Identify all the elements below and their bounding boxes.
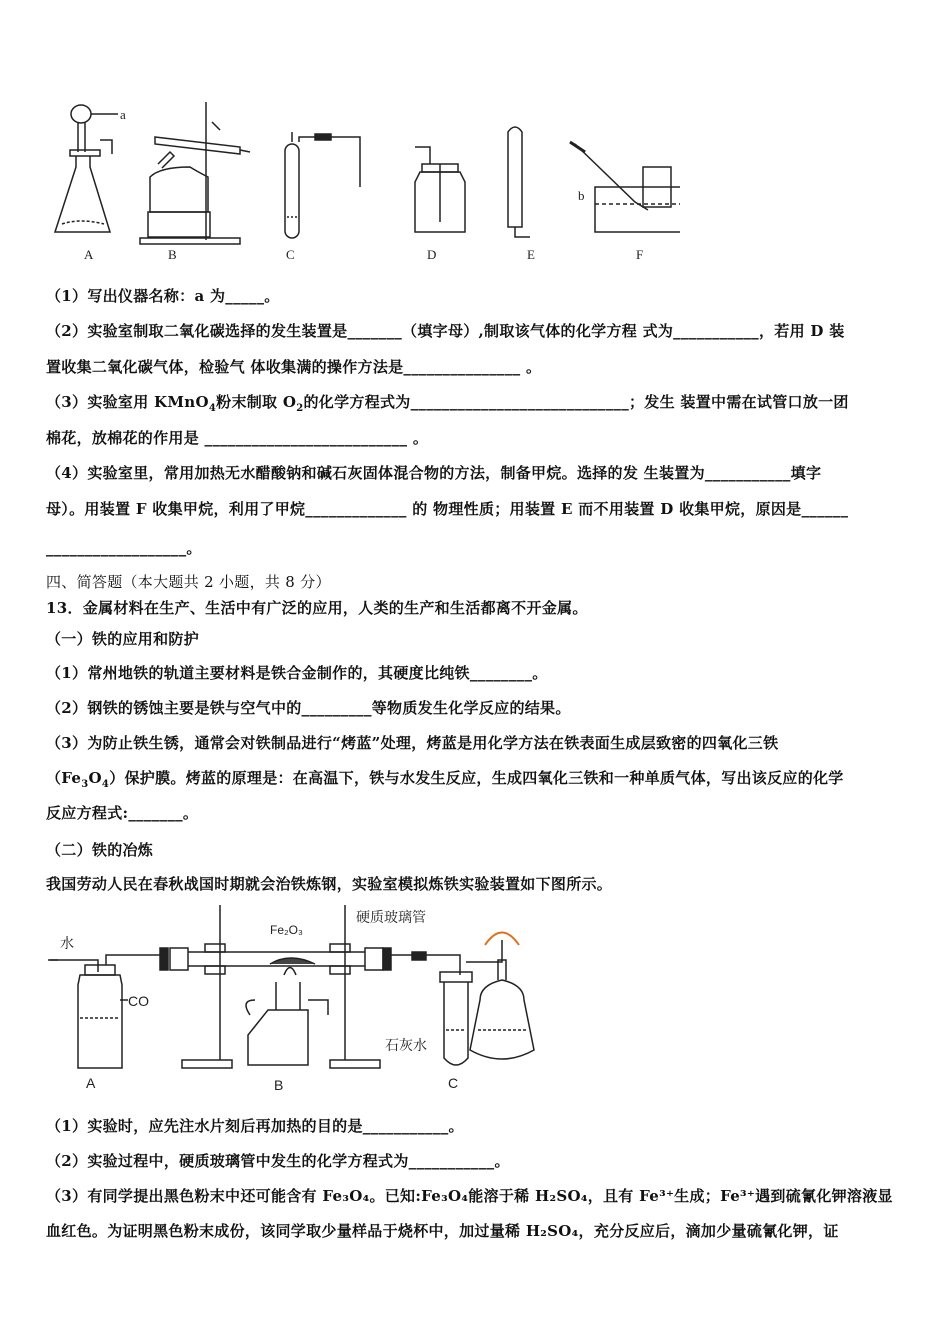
q12-part2-b: 置收集二氧化碳气体，检验气 体收集满的操作方法是_______________ 。 [46,358,542,376]
water-label: 水 [60,935,74,951]
q13-p3-b: $(Fe_3O_4)$保护膜。烤蓝的原理是：在高温下，铁与水发生反应，生成四氧化三铁和一种单质气体，写出该反应的化学 [46,769,844,790]
fe2o3-label: Fe₂O₃ [270,923,303,937]
q13-part2-q1: （1）实验时，应先注水片刻后再加热的目的是___________。 [46,1117,464,1135]
q13-part1-title: （一）铁的应用和防护 [46,630,200,648]
label-a: A [84,247,94,262]
fig2-label-a: A [86,1075,96,1091]
label-d: D [427,247,437,262]
label-e: E [527,247,535,262]
apparatus-figure-1 [40,92,680,267]
q13-p2: （2）钢铁的锈蚀主要是铁与空气中的_________等物质发生化学反应的结果。 [46,699,571,717]
section-4-title: 四、简答题（本大题共 2 小题，共 8 分） [46,573,331,591]
q12-part2-a: （2）实验室制取二氧化碳选择的发生装置是_______（填字母）,制取该气体的化学方程 式为___________，若用 D 装 [46,322,845,340]
limewater-label: 石灰水 [385,1037,427,1053]
q12-part3-b: 棉花，放棉花的作用是 __________________________ 。 [46,429,429,447]
q13-part2-q2: （2）实验过程中，硬质玻璃管中发生的化学方程式为___________。 [46,1152,510,1170]
fig2-label-b: B [274,1077,284,1093]
fig2-label-c: C [448,1075,459,1091]
q12-part4-c: __________________。 [46,539,202,557]
apparatus-figure-2 [40,900,570,1100]
label-b: B [168,247,177,262]
q12-part3-a: （3）实验室用 KMnO$_4$粉末制取 $O_2$的化学方程式为____________________________；发生 装置中需在试管口放一团 [46,393,849,414]
co-label: CO [128,993,149,1009]
q13-part2-intro: 我国劳动人民在春秋战国时期就会治铁炼钢，实验室模拟炼铁实验装置如下图所示。 [46,875,613,893]
label-f: F [636,247,644,262]
q13-p3-c: 反应方程式:_______。 [46,804,199,822]
q12-part1: （1）写出仪器名称：a 为_____。 [46,287,280,305]
q13-p1: （1）常州地铁的轨道主要材料是铁合金制作的，其硬度比纯铁________。 [46,664,548,682]
q12-part4-b: 母）。用装置 F 收集甲烷，利用了甲烷_____________ 的 物理性质；用装置 E 而不用装置 D 收集甲烷，原因是______ [46,500,849,518]
q13-p3-a: （3）为防止铁生锈，通常会对铁制品进行“烤蓝”处理，烤蓝是用化学方法在铁表面生成层致密的四氧化三铁 [46,734,779,752]
q12-part4-a: （4）实验室里，常用加热无水醋酸钠和碱石灰固体混合物的方法，制备甲烷。选择的发 生装置为___________填字 [46,464,822,482]
q13-part2-q3-b: 血红色。为证明黑色粉末成份，该同学取少量样品于烧杯中，加过量稀 H₂SO₄，充分反应后，滴加少量硫氰化钾，证 [46,1222,839,1240]
marker-b: b [578,188,585,203]
q13-part2-q3-a: （3）有同学提出黑色粉末中还可能含有 Fe₃O₄。已知:Fe₃O₄能溶于稀 H₂SO₄，且有 Fe³⁺生成；Fe³⁺遇到硫氰化钾溶液显 [46,1187,893,1205]
label-c: C [286,247,295,262]
q13-intro: 13．金属材料在生产、生活中有广泛的应用，人类的生产和生活都离不开金属。 [46,599,588,617]
marker-a: a [120,107,126,122]
q13-part2-title: （二）铁的冶炼 [46,841,154,859]
hard-glass-tube-label: 硬质玻璃管 [356,909,426,925]
